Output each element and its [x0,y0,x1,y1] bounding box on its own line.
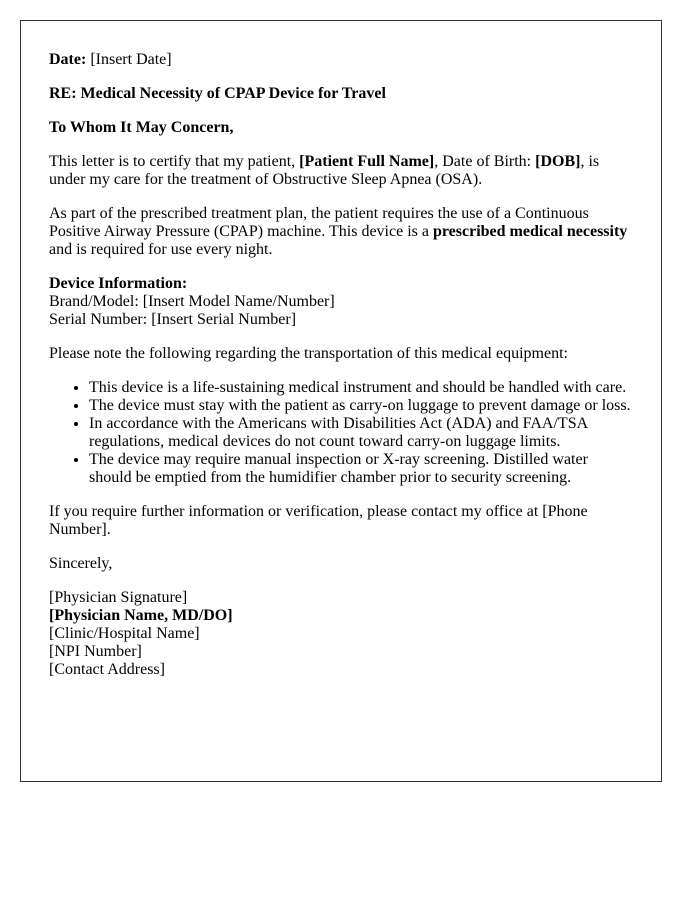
treatment-paragraph [49,205,633,259]
letter [20,20,662,782]
clinic-name: [Clinic/Hospital Name] [49,625,200,642]
contact-address: [Contact Address] [49,661,165,678]
subject-line [49,85,633,103]
device-info [49,275,633,329]
device-brand: Brand/Model: [Insert Model Name/Number] [49,293,335,310]
text: and is required for use every night. [49,241,273,258]
list-item: • The device may require manual inspection or X-ray screening. Distilled water should be emptied from the humidifier chamber prior to security screening. [89,451,633,487]
subject-text: RE: Medical Necessity of CPAP Device for Travel [49,85,386,102]
contact-paragraph: If you require further information or verification, please contact my office at [Phone Number]. [49,503,588,538]
list-item: • In accordance with the Americans with Disabilities Act (ADA) and FAA/TSA regulations, medical devices do not count toward carry-on luggage limits. [89,415,633,451]
patient-dob: [DOB] [535,153,581,170]
intro-paragraph [49,153,633,189]
note-intro: Please note the following regarding the transportation of this medical equipment: [49,345,568,362]
signature-block [49,589,633,679]
device-serial: Serial Number: [Insert Serial Number] [49,311,297,328]
physician-signature: [Physician Signature] [49,589,188,606]
date-line [49,51,633,69]
salutation [49,119,633,137]
physician-name: [Physician Name, MD/DO] [49,607,233,624]
text: , Date of Birth: [434,153,536,170]
npi-number: [NPI Number] [49,643,142,660]
text: This letter is to certify that my patient, [49,153,300,170]
patient-name: [Patient Full Name] [299,153,435,170]
list-item: • This device is a life-sustaining medical instrument and should be handled with care. [89,379,633,397]
list-item: • The device must stay with the patient as carry-on luggage to prevent damage or loss. [89,397,633,415]
text: , is under my care for the treatment of Obstructive Sleep Apnea (OSA). [49,153,600,188]
date-label: Date: [49,51,87,68]
text: As part of the prescribed treatment plan, the patient requires the use of a Continuous Positive Airway Pressure (CPAP) machine. This device is a [49,205,589,240]
closing: Sincerely, [49,555,113,572]
salutation-text: To Whom It May Concern, [49,119,234,136]
transport-notes-list [49,379,633,487]
device-heading: Device Information: [49,275,188,292]
emphasis: prescribed medical necessity [432,223,628,240]
date-value: [Insert Date] [90,51,172,68]
